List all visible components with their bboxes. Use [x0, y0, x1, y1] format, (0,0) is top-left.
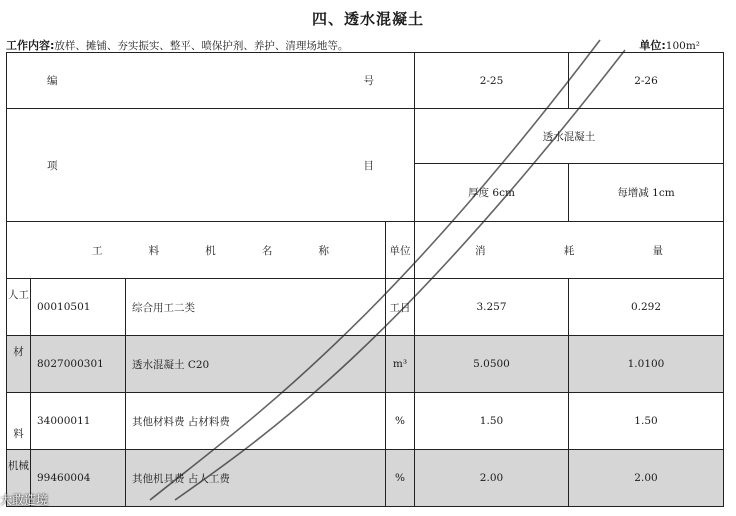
- header-code-b: 2-26: [569, 53, 724, 109]
- row-name: 其他机具费 占人工费: [126, 450, 386, 507]
- work-content-text: 放样、摊铺、夯实振实、整平、喷保护剂、养护、清理场地等。: [54, 40, 349, 52]
- header-resource-name: [7, 222, 386, 279]
- category-labor: 人工: [7, 279, 31, 336]
- row-value-a: 2.00: [415, 450, 569, 507]
- header-bian: 编: [47, 75, 58, 87]
- gl-4: 称: [318, 244, 329, 257]
- work-content-line: [6, 37, 700, 53]
- row-code: 99460004: [31, 450, 126, 507]
- row-value-a: 5.0500: [415, 336, 569, 393]
- header-xiang: 项: [47, 159, 58, 172]
- row-unit: 工日: [386, 279, 415, 336]
- gl-2: 机: [205, 244, 216, 257]
- row-value-b: 1.0100: [569, 336, 724, 393]
- page-title: 四、透水混凝土: [311, 10, 424, 28]
- cs-1: 耗: [563, 244, 575, 257]
- row-value-b: 0.292: [569, 279, 724, 336]
- row-code: 34000011: [31, 393, 126, 450]
- bottom-watermark: 大敢造境: [0, 493, 49, 507]
- table-row: [7, 279, 724, 336]
- header-row-item: [7, 109, 724, 164]
- header-row-columns: [7, 222, 724, 279]
- gl-0: 工: [92, 244, 103, 257]
- gl-1: 料: [148, 244, 160, 257]
- row-unit: m³: [386, 336, 415, 393]
- unit-label: 单位:: [639, 39, 666, 52]
- row-value-a: 1.50: [415, 393, 569, 450]
- header-code-a: 2-25: [415, 53, 569, 109]
- header-row-code: [7, 53, 724, 109]
- row-code: 8027000301: [31, 336, 126, 393]
- work-content-label: 工作内容:: [6, 39, 55, 52]
- row-value-b: 1.50: [569, 393, 724, 450]
- category-machinery: 机械: [7, 450, 31, 507]
- row-unit: %: [386, 393, 415, 450]
- table-row: [7, 336, 724, 393]
- header-hao: 号: [363, 75, 374, 87]
- table-row: [7, 393, 724, 450]
- quota-table: [6, 52, 724, 507]
- header-sub-a: 厚度 6cm: [415, 164, 569, 222]
- row-name: 综合用工二类: [126, 279, 386, 336]
- header-unit: 单位: [386, 222, 415, 279]
- unit-value: 100m²: [665, 40, 700, 52]
- row-name: 其他材料费 占材料费: [126, 393, 386, 450]
- header-mu: 目: [363, 159, 374, 172]
- gl-3: 名: [261, 244, 273, 257]
- category-material: 材: [7, 336, 31, 393]
- row-code: 00010501: [31, 279, 126, 336]
- cs-2: 量: [652, 244, 663, 257]
- header-consumption: [415, 222, 724, 279]
- header-sub-b: 每增减 1cm: [569, 164, 724, 222]
- row-name: 透水混凝土 C20: [126, 336, 386, 393]
- row-value-a: 3.257: [415, 279, 569, 336]
- header-code-label: [7, 53, 415, 109]
- row-value-b: 2.00: [569, 450, 724, 507]
- row-unit: %: [386, 450, 415, 507]
- unit-info: [639, 37, 700, 53]
- table-row: [7, 450, 724, 507]
- header-item-group: 透水混凝土: [415, 109, 724, 164]
- category-material-2: 料: [7, 393, 31, 450]
- header-item-label: [7, 109, 415, 222]
- cs-0: 消: [475, 244, 486, 257]
